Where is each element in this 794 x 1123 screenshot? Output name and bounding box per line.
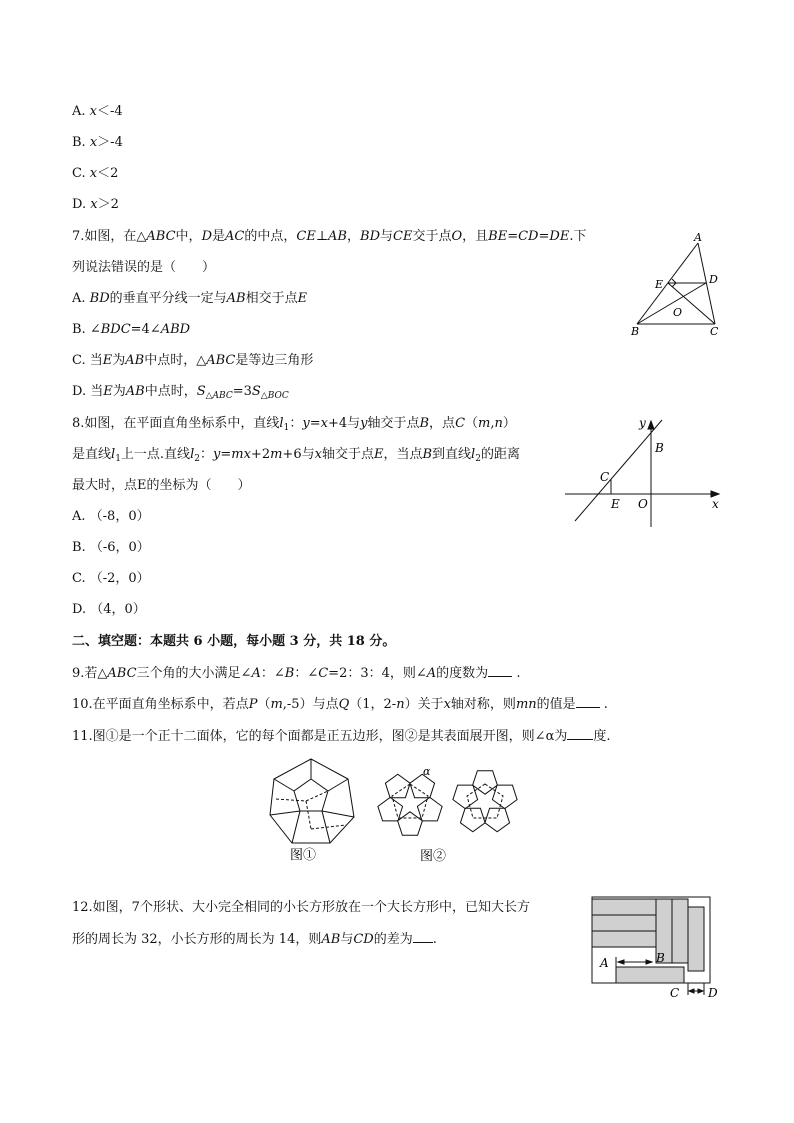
q7-label-o: O xyxy=(673,306,683,319)
q11-net-center-left xyxy=(392,784,428,818)
q11-net-pentagon xyxy=(485,808,510,832)
q7-triangle-figure xyxy=(625,228,735,338)
q8-label-y: y xyxy=(639,416,646,430)
prev-option-d: D. x＞2 xyxy=(72,197,119,212)
q12-label-d: D xyxy=(708,986,718,1000)
q11-dodecahedron-figure xyxy=(266,755,358,865)
q11-front-face xyxy=(294,779,328,811)
q7-segment-bd xyxy=(637,283,706,324)
q11-net-pentagon xyxy=(460,808,485,832)
q12-small-rect-3 xyxy=(592,931,656,947)
q11-outer-outline xyxy=(270,759,354,843)
q11-stem: 11.图①是一个正十二面体，它的每个面都是正五边形，图②是其表面展开图，则∠α为 度. xyxy=(72,729,611,744)
q11-net-pentagon xyxy=(473,771,498,795)
q8-label-e: E xyxy=(611,497,620,511)
q7-stem-line2: 列说法错误的是（ ） xyxy=(72,260,216,275)
q8-y-arrow xyxy=(648,421,654,429)
prev-option-c: C. x＜2 xyxy=(72,166,119,181)
q11-net-pentagon xyxy=(385,774,410,798)
q12-small-rect-2 xyxy=(592,915,656,931)
q8-label-b: B xyxy=(655,441,664,455)
q11-net-pentagon xyxy=(378,797,403,821)
q11-net-pentagon xyxy=(398,812,423,836)
q8-label-x: x xyxy=(712,497,719,511)
q7-label-d: D xyxy=(709,273,718,286)
q7-option-c: C. 当E为AB中点时，△ABC是等边三角形 xyxy=(72,353,314,368)
q11-fig1-caption: 图① xyxy=(290,848,317,863)
q8-stem-line1: 8.如图，在平面直角坐标系中，直线$l_1$：y=x+4与y轴交于点B，点C（m,n） xyxy=(72,416,516,433)
q7-label-b: B xyxy=(631,325,640,338)
q8-stem-line3: 最大时，点E的坐标为（ ） xyxy=(72,478,251,493)
q12-label-c: C xyxy=(670,986,680,1000)
q12-small-rect-6 xyxy=(688,907,704,971)
q7-option-d: D. 当E为AB中点时，$S_{\triangle ABC}=3S_{\triangle BOC}$ xyxy=(72,384,289,401)
q11-net-pentagon xyxy=(453,785,478,809)
q11-net-figure xyxy=(360,750,535,870)
q11-fig2-caption: 图② xyxy=(420,849,447,864)
q8-label-o: O xyxy=(638,497,648,511)
q8-stem-line2: 是直线$l_1$上一点.直线$l_2$：y=mx+2m+6与x轴交于点E，当点B到直线$l_2$的距离 xyxy=(72,447,520,464)
q12-small-rect-5 xyxy=(672,899,688,963)
q8-option-c: C. （-2，0） xyxy=(72,571,150,586)
q8-option-d: D. （4，0） xyxy=(72,602,146,617)
q7-label-c: C xyxy=(710,325,719,338)
q12-small-rect-1 xyxy=(592,899,656,915)
q11-net-center-right xyxy=(467,784,503,818)
prev-option-b: B. x＞-4 xyxy=(72,135,123,150)
q8-coordinate-figure xyxy=(565,415,730,533)
q8-label-c: C xyxy=(600,470,610,484)
q12-rectangle-figure xyxy=(590,895,725,1005)
q12-label-a: A xyxy=(600,956,609,970)
q7-stem-line1: 7.如图，在△ABC中，D是AC的中点，CE⊥AB，BD与CE交于点O，且BE=CD=DE.下 xyxy=(72,229,587,244)
q7-option-a: A. BD的垂直平分线一定与AB相交于点E xyxy=(72,291,308,306)
q12-stem-line1: 12.如图，7个形状、大小完全相同的小长方形放在一个大长方形中，已知大长方 xyxy=(72,900,530,915)
q7-option-b: B. ∠BDC=4∠ABD xyxy=(72,322,191,337)
q10-stem: 10.在平面直角坐标系中，若点P（m,-5）与点Q（1，2-n）关于x轴对称，则mn的值是 . xyxy=(72,697,608,712)
q7-label-e: E xyxy=(655,278,664,291)
q8-option-b: B. （-6，0） xyxy=(72,540,150,555)
q8-option-a: A. （-8，0） xyxy=(72,509,150,524)
q12-small-rect-7 xyxy=(616,967,684,983)
section-2-heading: 二、填空题：本题共 6 小题，每小题 3 分，共 18 分。 xyxy=(72,634,396,649)
q11-net-pentagon xyxy=(492,785,517,809)
q7-label-a: A xyxy=(694,231,702,244)
q12-label-b: B xyxy=(656,951,665,965)
q11-net-pentagon xyxy=(417,797,442,821)
q12-stem-line2: 形的周长为 32，小长方形的周长为 14，则AB与CD的差为 . xyxy=(72,932,437,947)
q11-alpha-label: α xyxy=(423,765,431,778)
q9-stem: 9.若△ABC三个角的大小满足∠A：∠B：∠C=2：3：4，则∠A的度数为 . xyxy=(72,666,521,681)
prev-option-a: A. x＜-4 xyxy=(72,104,123,119)
